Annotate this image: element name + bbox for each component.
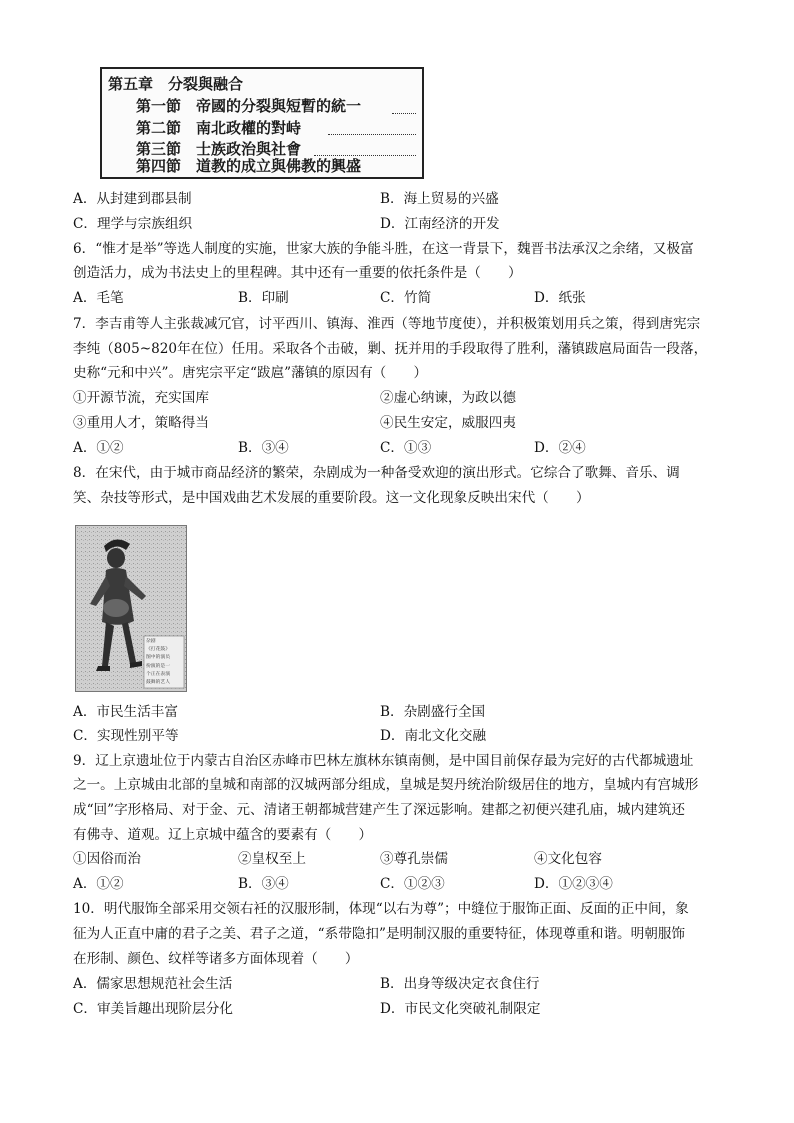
q5-option-a: A．从封建到郡县制 (73, 191, 192, 207)
q8-option-a: A．市民生活丰富 (73, 704, 178, 720)
photo-caption-line: 图中的演员 (146, 655, 170, 661)
q5-option-c: C．理学与宗族组织 (73, 216, 193, 232)
q7-option-c: C．①③ (380, 440, 432, 456)
toc-section-3: 第三節 士族政治與社會 (136, 140, 302, 158)
q10-stem-line-1: 10．明代服饰全部采用交领右衽的汉服形制，体现“以右为尊”；中缝位于服饰正面、反面的正中间，象 (73, 901, 689, 917)
q10-stem-line-2: 征为人正直中庸的君子之美、君子之道，“系带隐扣”是明制汉服的重要特征，体现尊重和谐。明朝服饰 (73, 926, 686, 942)
photo-caption-line: 个正在表演 (146, 671, 170, 677)
q5-option-d: D．江南经济的开发 (380, 216, 500, 232)
q6-option-a: A．毛笔 (73, 290, 124, 306)
q7-option-a: A．①② (73, 440, 124, 456)
q7-stem-line-2: 李纯（805~820年在位）任用。采取各个击破，剿、抚并用的手段取得了胜利，藩镇跋扈局面告一段落， (73, 341, 708, 357)
q9-option-a: A．①② (73, 876, 124, 892)
q10-option-c: C．审美旨趣出现阶层分化 (73, 1001, 233, 1017)
q7-option-b: B．③④ (238, 440, 289, 456)
q9-item-4: ④文化包容 (534, 851, 602, 867)
q6-option-c: C．竹简 (380, 290, 432, 306)
q9-item-2: ②皇权至上 (238, 851, 306, 867)
toc-section-1: 第一節 帝國的分裂與短暫的統一 (136, 97, 362, 115)
q7-item-4: ④民生安定，威服四夷 (380, 415, 516, 431)
q8-option-b: B．杂剧盛行全国 (380, 704, 486, 720)
q5-option-b: B．海上贸易的兴盛 (380, 191, 499, 207)
q9-item-3: ③尊孔崇儒 (380, 851, 448, 867)
toc-chapter: 第五章 分裂與融合 (108, 75, 244, 93)
q8-stem-line-2: 笑、杂技等形式，是中国戏曲艺术发展的重要阶段。这一文化现象反映出宋代（ ） (73, 490, 590, 506)
q7-stem-line-3: 史称“元和中兴”。唐宪宗平定“跋扈”藩镇的原因有（ ） (73, 365, 428, 381)
zaju-performer-photo (75, 525, 187, 692)
q7-stem-line-1: 7．李吉甫等人主张裁减冗官，讨平西川、镇海、淮西（等地节度使），并积极策划用兵之策，得到唐宪宗 (73, 316, 701, 332)
q9-option-c: C．①②③ (380, 876, 445, 892)
q9-stem-line-2: 之一。上京城由北部的皇城和南部的汉城两部分组成，皇城是契丹统治阶级居住的地方，皇城内有宫城形 (73, 777, 699, 793)
q9-stem-line-1: 9．辽上京遗址位于内蒙古自治区赤峰市巴林左旗林东镇南侧，是中国目前保存最为完好的古代都城遗址 (73, 753, 694, 769)
q8-stem-line-1: 8．在宋代，由于城市商品经济的繁荣，杂剧成为一种备受欢迎的演出形式。它综合了歌舞、音乐、调 (73, 465, 680, 481)
q6-stem-line-1: 6．“惟才是举”等选人制度的实施，世家大族的争能斗胜，在这一背景下，魏晋书法承汉之余绪，又极富 (73, 241, 694, 257)
photo-caption-line: 鼓舞的艺人 (146, 680, 170, 686)
q10-option-d: D．市民文化突破礼制限定 (380, 1001, 541, 1017)
q8-option-c: C．实现性别平等 (73, 728, 179, 744)
q7-option-d: D．②④ (534, 440, 586, 456)
q7-item-3: ③重用人才，策略得当 (73, 415, 209, 431)
q6-option-b: B．印刷 (238, 290, 289, 306)
q8-option-d: D．南北文化交融 (380, 728, 487, 744)
q9-option-d: D．①②③④ (534, 876, 613, 892)
q10-option-a: A．儒家思想规范社会生活 (73, 976, 233, 992)
q9-stem-line-3: 成“回”字形格局、对于金、元、清诸王朝都城营建产生了深远影响。建都之初便兴建孔庙，城内建筑还 (73, 802, 686, 818)
photo-caption-line: 扮演的是一 (146, 663, 170, 669)
q6-stem-line-2: 创造活力，成为书法史上的里程碑。其中还有一重要的依托条件是（ ） (73, 265, 522, 281)
q9-item-1: ①因俗而治 (73, 851, 141, 867)
photo-caption-line: 杂剧 (146, 639, 156, 644)
q7-item-2: ②虚心纳谏，为政以德 (380, 390, 516, 406)
toc-section-4: 第四節 道教的成立與佛教的興盛 (136, 157, 362, 175)
q9-option-b: B．③④ (238, 876, 289, 892)
q9-stem-line-4: 有佛寺、道观。辽上京城中蕴含的要素有（ ） (73, 827, 373, 843)
photo-caption-line: 《打花鼓》 (146, 647, 170, 653)
q7-item-1: ①开源节流，充实国库 (73, 390, 209, 406)
q6-option-d: D．纸张 (534, 290, 586, 306)
q10-option-b: B．出身等级决定衣食住行 (380, 976, 540, 992)
q10-stem-line-3: 在形制、颜色、纹样等诸多方面体现着（ ） (73, 951, 359, 967)
textbook-toc-image (100, 67, 424, 179)
toc-section-2: 第二節 南北政權的對峙 (136, 119, 302, 137)
